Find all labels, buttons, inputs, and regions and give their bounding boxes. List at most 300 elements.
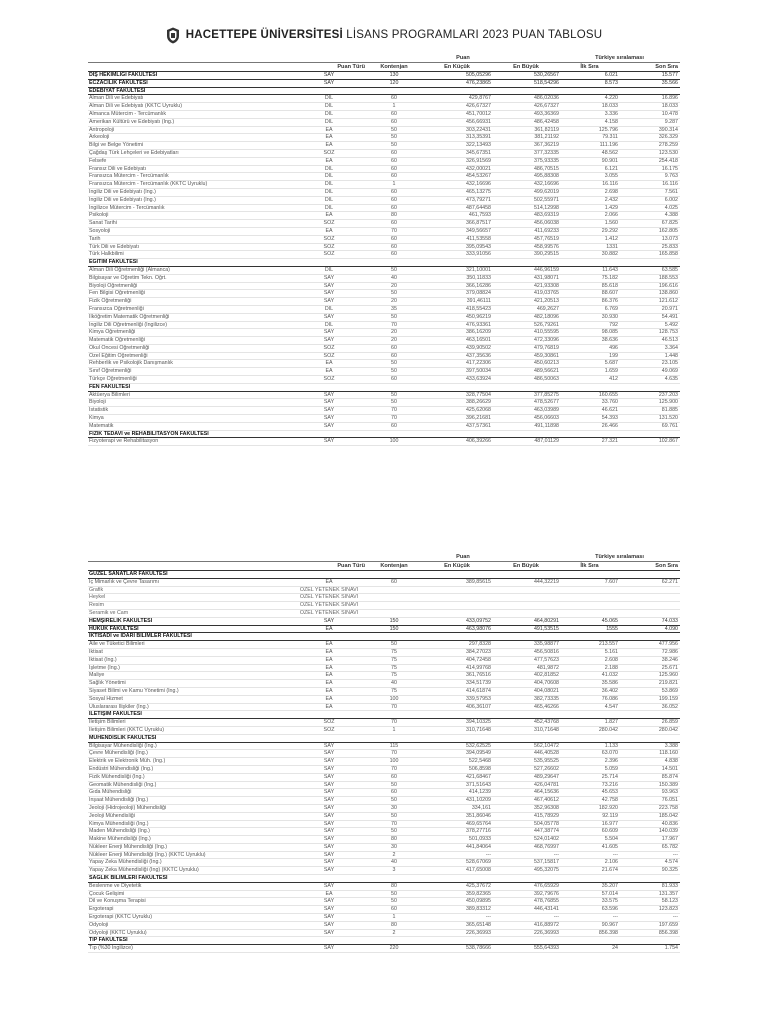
puan-turu-cell: EA	[325, 212, 333, 219]
en-buyuk-cell: 537,15817	[533, 859, 559, 866]
program-name-cell: Fransızca Öğretmenliği	[89, 305, 144, 312]
en-buyuk-cell: 489,29647	[533, 773, 559, 780]
en-buyuk-cell: 390,29515	[533, 251, 559, 258]
program-row	[88, 329, 680, 337]
en-buyuk-cell: 446,43141	[533, 906, 559, 913]
en-buyuk-cell: 411,69233	[534, 227, 559, 234]
puan-turu-cell: DİL	[324, 266, 334, 273]
program-name-cell: Seramik ve Cam	[89, 609, 129, 616]
kontenjan-cell: 50	[391, 391, 397, 398]
program-row	[88, 197, 680, 205]
en-buyuk-cell: 486,02036	[533, 95, 559, 102]
puan-turu-cell: SAY	[323, 79, 335, 86]
en-buyuk-cell: 335,98877	[533, 641, 559, 648]
en-buyuk-cell: 421,93308	[533, 282, 559, 289]
column-group-header	[88, 553, 680, 562]
puan-turu-cell: SAY	[323, 72, 335, 78]
program-name-cell: Aile ve Tüketici Bilimleri	[89, 641, 145, 648]
program-name-cell: Amerikan Kültürü ve Edebiyatı (İng.)	[89, 118, 175, 125]
en-buyuk-cell: 472,33096	[533, 337, 559, 344]
en-kucuk-cell: 476,93361	[465, 321, 491, 328]
kontenjan-cell: 1	[392, 914, 396, 921]
kontenjan-cell: 130	[389, 72, 399, 78]
program-name-cell: Yapay Zeka Mühendisliği (İng) (KKTC Uyruklu)	[89, 867, 199, 874]
son-sira-cell: 123.530	[658, 149, 678, 156]
en-buyuk-cell: 489,56621	[533, 368, 559, 375]
puan-turu-cell: EA	[325, 360, 333, 367]
en-buyuk-cell: 432,16696	[533, 181, 559, 188]
document-header	[0, 24, 768, 46]
kontenjan-cell: 40	[391, 680, 397, 687]
puan-turu-cell: EA	[325, 890, 333, 897]
en-buyuk-cell: 481,9872	[536, 664, 559, 671]
title-subject: LİSANS PROGRAMLARI 2023 PUAN TABLOSU	[342, 29, 603, 41]
column-header-puan-turu: Puan Türü	[337, 64, 365, 70]
son-sira-cell: 278.259	[658, 142, 678, 149]
en-buyuk-cell: 535,95525	[533, 758, 559, 765]
program-row	[88, 134, 680, 142]
son-sira-cell: 125.900	[658, 399, 678, 406]
en-kucuk-cell: 456,66931	[465, 118, 491, 125]
program-row	[88, 836, 680, 844]
program-name-cell: Odyoloji (KKTC Uyruklu)	[89, 929, 147, 936]
ilk-sira-cell: 496	[609, 344, 618, 351]
son-sira-cell: 280.042	[658, 726, 678, 733]
puan-turu-cell: SAY	[323, 290, 335, 297]
program-row	[88, 111, 680, 119]
program-name-cell: İşletme (İng.)	[89, 664, 120, 671]
program-row	[88, 119, 680, 127]
kontenjan-cell: 100	[389, 758, 399, 765]
kontenjan-cell: 60	[391, 188, 397, 195]
program-name-cell: Nükleer Enerji Mühendisliği (İng.) (KKTC Uyruklu)	[89, 851, 206, 858]
puan-turu-cell: DİL	[324, 165, 334, 172]
ilk-sira-cell: 21.674	[601, 867, 618, 874]
son-sira-cell: 36.052	[661, 703, 678, 710]
program-row	[88, 438, 680, 446]
son-sira-cell: 54.491	[661, 313, 678, 320]
kontenjan-cell: 50	[391, 266, 397, 273]
son-sira-cell: 9.287	[664, 118, 678, 125]
ilk-sira-cell: 73.216	[601, 781, 618, 788]
puan-turu-cell: EA	[325, 664, 333, 671]
en-kucuk-cell: 297,8328	[468, 641, 491, 648]
kontenjan-cell: 30	[391, 843, 397, 850]
program-name-cell: Çevre Mühendisliği (İng.)	[89, 750, 148, 757]
ilk-sira-cell: 11.643	[602, 266, 618, 273]
column-header-son-sira: Son Sıra	[655, 64, 678, 70]
en-buyuk-cell: 479,76819	[533, 344, 559, 351]
kontenjan-cell: 40	[391, 859, 397, 866]
program-row	[88, 789, 680, 797]
program-name-cell: Fransızca Mütercim - Tercümanlık (KKTC Uyruklu)	[89, 181, 208, 188]
puan-turu-cell: SÖZ	[323, 220, 335, 227]
column-header-puan-turu: Puan Türü	[337, 563, 365, 569]
ilk-sira-cell: 24	[612, 945, 618, 952]
kontenjan-cell: 60	[391, 578, 397, 585]
en-buyuk-cell: 477,57623	[533, 656, 559, 663]
puan-turu-cell: DİL	[324, 196, 334, 203]
kontenjan-cell: 150	[389, 625, 399, 632]
program-row	[88, 719, 680, 727]
son-sira-cell: ---	[672, 914, 678, 921]
kontenjan-cell: 60	[391, 204, 397, 211]
kontenjan-cell: 60	[391, 157, 397, 164]
ilk-sira-cell: 38.636	[601, 337, 618, 344]
program-row	[88, 594, 680, 602]
puan-turu-cell: EA	[325, 687, 333, 694]
program-name-cell: Alman Dili ve Edebiyatı (KKTC Uyruklu)	[89, 103, 183, 110]
ilk-sira-cell: 85.618	[601, 282, 618, 289]
program-name-cell: Nükleer Enerji Mühendisliği (İng.)	[89, 843, 168, 850]
ilk-sira-cell: 6.021	[604, 72, 618, 78]
kontenjan-cell: 120	[389, 79, 399, 86]
program-row	[88, 805, 680, 813]
son-sira-cell: 131.357	[658, 890, 678, 897]
en-buyuk-cell: 482,18096	[533, 313, 559, 320]
program-name-cell: Grafik	[89, 586, 104, 593]
en-kucuk-cell: 414,1239	[468, 789, 491, 796]
kontenjan-cell: 80	[391, 882, 397, 889]
en-buyuk-cell: 392,79676	[533, 890, 559, 897]
en-buyuk-cell: 446,40528	[533, 750, 559, 757]
son-sira-cell: 4.090	[664, 625, 678, 632]
program-name-cell: Bilgisayar ve Öğretim Tekn. Öğrt.	[89, 274, 167, 281]
son-sira-cell: 138.860	[658, 290, 678, 297]
puan-turu-cell: SAY	[323, 843, 335, 850]
puan-turu-cell: EA	[325, 625, 333, 632]
son-sira-cell: 53.869	[661, 687, 678, 694]
kontenjan-cell: 220	[389, 945, 399, 952]
en-kucuk-cell: ---	[485, 851, 491, 858]
program-row	[88, 883, 680, 891]
en-kucuk-cell: 226,36993	[465, 929, 491, 936]
en-buyuk-cell: 499,62019	[533, 188, 559, 195]
puan-turu-cell: DİL	[324, 103, 334, 110]
puan-turu-cell: SÖZ	[323, 251, 335, 258]
en-kucuk-cell: 389,83312	[465, 906, 491, 913]
puan-turu-cell: SÖZ	[323, 719, 335, 726]
puan-turu-cell: DİL	[324, 305, 334, 312]
puan-turu-cell: SÖZ	[323, 243, 335, 250]
en-kucuk-cell: 437,35636	[465, 352, 491, 359]
en-buyuk-cell: 495,88308	[533, 173, 559, 180]
en-kucuk-cell: 425,62068	[465, 407, 491, 414]
column-header-row	[88, 63, 680, 72]
en-kucuk-cell: 441,84064	[465, 843, 491, 850]
ilk-sira-cell: 792	[609, 321, 618, 328]
program-row	[88, 750, 680, 758]
column-header-ilk-sira: İlk Sıra	[580, 64, 599, 70]
program-row	[88, 337, 680, 345]
en-buyuk-cell: 404,08021	[533, 687, 559, 694]
program-name-cell: İktisat	[89, 648, 103, 655]
en-buyuk-cell: 476,65929	[533, 882, 559, 889]
program-name-cell: Ergoterapi (KKTC Uyruklu)	[89, 914, 152, 921]
ilk-sira-cell: 1.412	[604, 235, 618, 242]
en-kucuk-cell: 395,09543	[465, 243, 491, 250]
ilk-sira-cell: 98.085	[601, 329, 618, 336]
puan-turu-cell: SAY	[323, 329, 335, 336]
ilk-sira-cell: 412	[609, 376, 618, 383]
ilk-sira-cell: 1.827	[604, 719, 618, 726]
en-buyuk-cell: 527,26602	[533, 765, 559, 772]
ilk-sira-cell: 213.557	[598, 641, 618, 648]
program-name-cell: İnşaat Mühendisliği (İng.)	[89, 797, 149, 804]
puan-turu-cell: SAY	[323, 391, 335, 398]
en-buyuk-cell: 486,50063	[533, 376, 559, 383]
ilk-sira-cell: 2.188	[604, 664, 618, 671]
program-name-cell: GÜZEL SANATLAR FAKÜLTESİ	[89, 571, 168, 577]
kontenjan-cell: 75	[391, 687, 397, 694]
ilk-sira-cell: 42.758	[601, 797, 618, 804]
program-name-cell: Fransızca Mütercim - Tercümanlık	[89, 173, 169, 180]
program-name-cell: Ergoterapi	[89, 906, 114, 913]
kontenjan-cell: 70	[391, 321, 397, 328]
en-kucuk-cell: 421,68467	[465, 773, 491, 780]
faculty-row	[88, 618, 680, 626]
puan-turu-cell: SAY	[323, 399, 335, 406]
son-sira-cell: 9.763	[664, 173, 678, 180]
program-name-cell: İngiliz Dili ve Edebiyatı (İng.)	[89, 188, 156, 195]
program-row	[88, 704, 680, 712]
puan-turu-cell: SAY	[323, 859, 335, 866]
puan-turu-cell: SAY	[323, 836, 335, 843]
en-buyuk-cell: 382,73335	[533, 695, 559, 702]
en-kucuk-cell: 463,98076	[465, 625, 491, 632]
program-row	[88, 399, 680, 407]
puan-turu-cell: EA	[325, 368, 333, 375]
faculty-row	[88, 571, 680, 579]
ilk-sira-cell: ---	[612, 851, 618, 858]
son-sira-cell: 81.885	[661, 407, 678, 414]
puan-turu-cell: SAY	[323, 898, 335, 905]
en-kucuk-cell: 450,09895	[465, 898, 491, 905]
son-sira-cell: 1.754	[664, 945, 678, 952]
puan-turu-cell: SAY	[323, 750, 335, 757]
program-name-cell: Aktüerya Bilimleri	[89, 391, 130, 398]
program-name-cell: Kimya Öğretmenliği	[89, 329, 136, 336]
column-header-row	[88, 562, 680, 571]
puan-turu-cell: SAY	[323, 812, 335, 819]
ilk-sira-cell: 5.687	[604, 360, 618, 367]
puan-turu-cell: SAY	[323, 781, 335, 788]
ilk-sira-cell: 75.182	[601, 274, 618, 281]
program-row	[88, 914, 680, 922]
kontenjan-cell: 60	[391, 251, 397, 258]
kontenjan-cell: 70	[391, 703, 397, 710]
kontenjan-cell: 2	[392, 929, 396, 936]
program-row	[88, 688, 680, 696]
program-row	[88, 228, 680, 236]
en-kucuk-cell: 310,71648	[465, 726, 491, 733]
ilk-sira-cell: 182.920	[598, 804, 618, 811]
en-buyuk-cell: 478,76855	[533, 898, 559, 905]
program-row	[88, 181, 680, 189]
en-kucuk-cell: 461,7593	[468, 212, 491, 219]
en-buyuk-cell: 410,55595	[533, 329, 559, 336]
program-name-cell: EĞİTİM FAKÜLTESİ	[89, 259, 138, 266]
en-kucuk-cell: 432,16696	[465, 181, 491, 188]
en-kucuk-cell: 366,16286	[465, 282, 491, 289]
ilk-sira-cell: 33.575	[601, 898, 618, 905]
son-sira-cell: 17.967	[661, 836, 678, 843]
son-sira-cell: 6.002	[664, 196, 678, 203]
ilk-sira-cell: 125.796	[598, 126, 618, 133]
en-kucuk-cell: 501,0933	[468, 836, 491, 843]
en-kucuk-cell: 394,09549	[465, 750, 491, 757]
ilk-sira-cell: 48.562	[601, 149, 618, 156]
program-name-cell: Alman Dili Öğretmenliği (Almanca)	[89, 266, 170, 273]
program-name-cell: İktisat (İng.)	[89, 656, 117, 663]
son-sira-cell: 63.585	[661, 266, 678, 273]
program-row	[88, 587, 680, 595]
son-sira-cell: 3.364	[664, 344, 678, 351]
score-table-page-2	[88, 553, 680, 953]
en-kucuk-cell: 406,39266	[465, 438, 491, 445]
en-buyuk-cell: 447,38774	[533, 828, 559, 835]
group-header-puan: Puan	[456, 554, 470, 560]
program-name-cell: Türk Halkbilimi	[89, 251, 124, 258]
en-kucuk-cell: 476,23865	[465, 79, 491, 86]
puan-turu-cell: ÖZEL YETENEK SINAVI	[299, 609, 359, 616]
son-sira-cell: 4.635	[664, 376, 678, 383]
program-row	[88, 813, 680, 821]
en-buyuk-cell: 555,64393	[533, 945, 559, 952]
ilk-sira-cell: 7.607	[604, 578, 618, 585]
en-buyuk-cell: 375,93335	[533, 157, 559, 164]
son-sira-cell: 93.963	[661, 789, 678, 796]
en-buyuk-cell: 562,10472	[533, 742, 559, 749]
en-buyuk-cell: 404,70608	[533, 680, 559, 687]
en-kucuk-cell: 450,96219	[465, 313, 491, 320]
en-buyuk-cell: 402,81852	[533, 672, 559, 679]
table-body	[88, 571, 680, 953]
program-row	[88, 930, 680, 938]
puan-turu-cell: EA	[325, 641, 333, 648]
kontenjan-cell: 75	[391, 656, 397, 663]
puan-turu-cell: EA	[325, 656, 333, 663]
ilk-sira-cell: 33.760	[601, 399, 618, 406]
program-name-cell: Fizik Öğretmenliği	[89, 298, 132, 305]
program-name-cell: Endüstri Mühendisliği (İng.)	[89, 765, 154, 772]
en-kucuk-cell: 350,11833	[466, 274, 491, 281]
en-kucuk-cell: 365,65148	[465, 921, 491, 928]
program-name-cell: Tıp (%30 İngilizce)	[89, 945, 133, 952]
en-kucuk-cell: 532,62525	[465, 742, 491, 749]
program-name-cell: Biyoloji	[89, 399, 106, 406]
en-kucuk-cell: 303,22431	[465, 126, 491, 133]
kontenjan-cell: 60	[391, 906, 397, 913]
kontenjan-cell: 75	[391, 648, 397, 655]
puan-turu-cell: SAY	[323, 867, 335, 874]
ilk-sira-cell: 63.070	[601, 750, 618, 757]
faculty-row	[88, 259, 680, 267]
program-name-cell: Fizyoterapi ve Rehabilitasyon	[89, 438, 159, 445]
son-sira-cell: 16.896	[661, 95, 678, 102]
program-row	[88, 774, 680, 782]
puan-turu-cell: SAY	[323, 797, 335, 804]
program-name-cell: Çağdaş Türk Lehçeleri ve Edebiyatları	[89, 149, 179, 156]
en-kucuk-cell: 454,53267	[465, 173, 491, 180]
puan-turu-cell: SAY	[323, 313, 335, 320]
son-sira-cell: 15.577	[661, 72, 678, 78]
en-kucuk-cell: 371,51643	[465, 781, 491, 788]
kontenjan-cell: 40	[391, 274, 397, 281]
program-row	[88, 142, 680, 150]
ilk-sira-cell: 6.769	[604, 305, 618, 312]
kontenjan-cell: 70	[391, 765, 397, 772]
kontenjan-cell: 100	[389, 695, 399, 702]
kontenjan-cell: 60	[391, 196, 397, 203]
en-kucuk-cell: 339,57953	[465, 695, 491, 702]
en-buyuk-cell: 486,70515	[533, 165, 559, 172]
kontenjan-cell: 1	[392, 181, 396, 188]
en-kucuk-cell: 433,09752	[465, 617, 491, 624]
kontenjan-cell: 60	[391, 235, 397, 242]
en-buyuk-cell: 467,40612	[533, 797, 559, 804]
program-name-cell: İç Mimarlık ve Çevre Tasarımı	[89, 578, 159, 585]
ilk-sira-cell: 4.220	[604, 95, 618, 102]
program-name-cell: Kimya Mühendisliği (İng.)	[89, 820, 149, 827]
en-buyuk-cell: 459,30861	[533, 352, 559, 359]
puan-turu-cell: ÖZEL YETENEK SINAVI	[299, 594, 359, 601]
ilk-sira-cell: 3.336	[604, 110, 618, 117]
ilk-sira-cell: 29.292	[601, 227, 618, 234]
kontenjan-cell: 60	[391, 118, 397, 125]
en-kucuk-cell: 361,76516	[465, 672, 491, 679]
en-buyuk-cell: 458,99576	[533, 243, 559, 250]
kontenjan-cell: 20	[391, 329, 397, 336]
puan-turu-cell: SAY	[323, 298, 335, 305]
son-sira-cell: 121.612	[658, 298, 678, 305]
program-row	[88, 173, 680, 181]
program-name-cell: ECZACILIK FAKÜLTESİ	[89, 79, 148, 86]
program-name-cell: Dil ve Konuşma Terapisi	[89, 898, 146, 905]
son-sira-cell: 85.874	[661, 773, 678, 780]
kontenjan-cell: 50	[391, 313, 397, 320]
en-buyuk-cell: 495,32075	[533, 867, 559, 874]
kontenjan-cell: 50	[391, 797, 397, 804]
ilk-sira-cell: 280.042	[598, 726, 618, 733]
program-name-cell: Fransız Dili ve Edebiyatı	[89, 165, 147, 172]
program-name-cell: Sınıf Öğretmenliği	[89, 368, 132, 375]
table-body	[88, 72, 680, 446]
son-sira-cell: 199.159	[658, 695, 678, 702]
ilk-sira-cell: 2.432	[604, 196, 618, 203]
program-name-cell: Heykel	[89, 594, 106, 601]
puan-turu-cell: SÖZ	[323, 344, 335, 351]
program-row	[88, 727, 680, 735]
ilk-sira-cell: 90.901	[601, 157, 618, 164]
column-header-kontenjan: Kontenjan	[380, 64, 408, 70]
program-name-cell: İKTİSADİ ve İDARİ BİLİMLER FAKÜLTESİ	[89, 633, 192, 640]
son-sira-cell: 4.574	[664, 859, 678, 866]
en-kucuk-cell: 465,13275	[465, 188, 491, 195]
column-header-en-kucuk: En Küçük	[444, 563, 470, 569]
son-sira-cell: 150.389	[658, 781, 678, 788]
program-name-cell: Biyoloji Öğretmenliği	[89, 282, 138, 289]
en-buyuk-cell: 493,36369	[533, 110, 559, 117]
program-name-cell: İletişim Bilimleri (KKTC Uyruklu)	[89, 726, 165, 733]
son-sira-cell: 58.123	[661, 898, 678, 905]
program-row	[88, 579, 680, 587]
program-row	[88, 251, 680, 259]
son-sira-cell: 7.561	[664, 188, 678, 195]
kontenjan-cell: 30	[391, 804, 397, 811]
son-sira-cell: 4.838	[664, 758, 678, 765]
kontenjan-cell: 50	[391, 399, 397, 406]
